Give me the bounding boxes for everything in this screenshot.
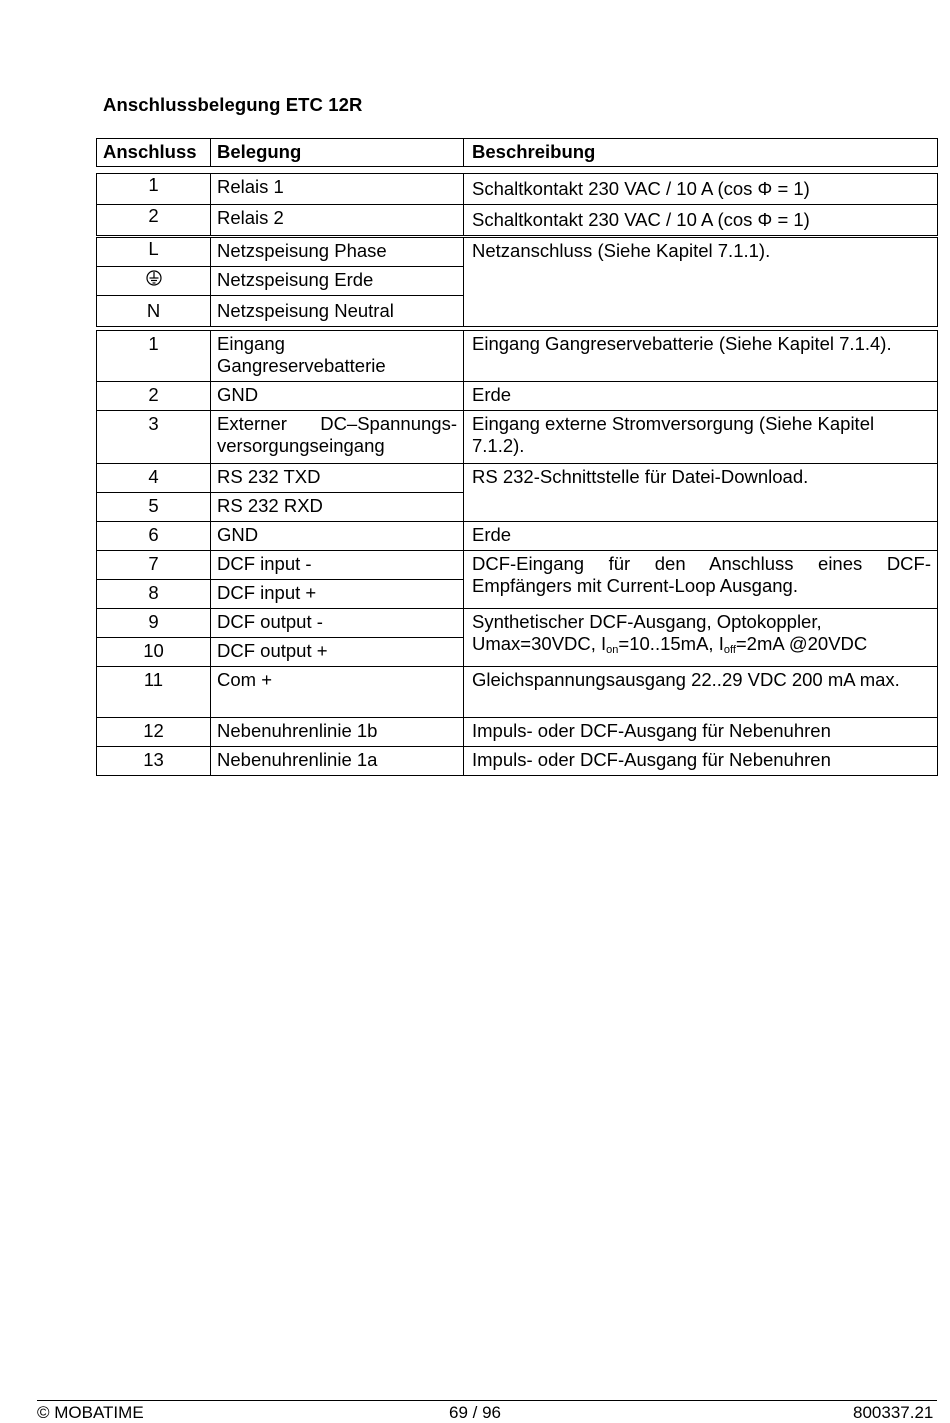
header-anschluss: Anschluss	[97, 139, 211, 167]
pin-cell: 1	[97, 174, 211, 205]
description-cell: Schaltkontakt 230 VAC / 10 A (cos Φ = 1)	[464, 205, 938, 236]
table-row	[97, 718, 938, 747]
function-cell: DCF input +	[211, 580, 464, 609]
pin-cell: 2	[97, 205, 211, 236]
pin-cell: 6	[97, 522, 211, 551]
function-cell: Eingang Gangreservebatterie	[211, 331, 464, 382]
description-cell	[464, 609, 938, 667]
table-row	[97, 238, 938, 267]
function-cell: Relais 2	[211, 205, 464, 236]
function-cell: Nebenuhrenlinie 1a	[211, 747, 464, 776]
function-cell: GND	[211, 382, 464, 411]
description-cell: Erde	[464, 382, 938, 411]
relais-table	[96, 173, 938, 236]
connection-table-header	[96, 138, 938, 167]
description-cell: Erde	[464, 522, 938, 551]
table-row	[97, 551, 938, 580]
function-cell: DCF input -	[211, 551, 464, 580]
pin-cell: 10	[97, 638, 211, 667]
description-line: Synthetischer DCF-Ausgang, Optokoppler,	[472, 611, 822, 632]
description-cell: Netzanschluss (Siehe Kapitel 7.1.1).	[464, 238, 938, 327]
function-cell: GND	[211, 522, 464, 551]
description-cell: Eingang Gangreservebatterie (Siehe Kapitel 7.1.4).	[464, 331, 938, 382]
pin-cell: 8	[97, 580, 211, 609]
function-cell: Externer DC–Spannungs-versorgungseingang	[211, 411, 464, 464]
table-row	[97, 382, 938, 411]
table-row	[97, 205, 938, 236]
description-cell: Schaltkontakt 230 VAC / 10 A (cos Φ = 1)	[464, 174, 938, 205]
pin-cell: N	[97, 296, 211, 327]
function-cell: RS 232 RXD	[211, 493, 464, 522]
pin-cell: 7	[97, 551, 211, 580]
pin-cell: 5	[97, 493, 211, 522]
pin-cell: 11	[97, 667, 211, 718]
function-cell: Nebenuhrenlinie 1b	[211, 718, 464, 747]
description-cell: Impuls- oder DCF-Ausgang für Nebenuhren	[464, 747, 938, 776]
function-cell: Relais 1	[211, 174, 464, 205]
table-row	[97, 464, 938, 493]
function-cell: Com +	[211, 667, 464, 718]
footer-document-number: 800337.21	[853, 1403, 934, 1422]
table-row	[97, 174, 938, 205]
footer-divider	[37, 1400, 937, 1401]
description-line: Umax=30VDC, $I_{on}=10..15mA$, $I_{off}=2mA$ @20VDC	[472, 633, 868, 656]
pin-cell: 12	[97, 718, 211, 747]
footer-page-number: 69 / 96	[449, 1403, 501, 1422]
function-cell: RS 232 TXD	[211, 464, 464, 493]
pin-cell: 2	[97, 382, 211, 411]
pin-cell: L	[97, 238, 211, 267]
table-row	[97, 747, 938, 776]
function-cell: Netzspeisung Phase	[211, 238, 464, 267]
table-row	[97, 609, 938, 638]
function-cell: Netzspeisung Erde	[211, 267, 464, 296]
description-cell: Gleichspannungsausgang 22..29 VDC 200 mA max.	[464, 667, 938, 718]
power-table	[96, 237, 938, 327]
header-beschreibung: Beschreibung	[464, 139, 938, 167]
description-cell: DCF-Eingang für den Anschluss eines DCF-Empfängers mit Current-Loop Ausgang.	[464, 551, 938, 609]
pin-cell: 4	[97, 464, 211, 493]
pin-cell: 1	[97, 331, 211, 382]
table-row	[97, 331, 938, 382]
table-row	[97, 667, 938, 718]
table-row	[97, 411, 938, 464]
io-table	[96, 330, 938, 776]
function-cell: DCF output +	[211, 638, 464, 667]
description-cell: Impuls- oder DCF-Ausgang für Nebenuhren	[464, 718, 938, 747]
description-cell: RS 232-Schnittstelle für Datei-Download.	[464, 464, 938, 522]
function-cell: Netzspeisung Neutral	[211, 296, 464, 327]
pin-cell: 3	[97, 411, 211, 464]
protective-earth-icon	[146, 270, 162, 286]
function-cell: DCF output -	[211, 609, 464, 638]
footer-copyright: © MOBATIME	[37, 1403, 144, 1422]
pin-cell: 13	[97, 747, 211, 776]
header-belegung: Belegung	[211, 139, 464, 167]
page-title: Anschlussbelegung ETC 12R	[103, 94, 363, 115]
description-cell: Eingang externe Stromversorgung (Siehe Kapitel 7.1.2).	[464, 411, 938, 464]
pin-cell	[97, 267, 211, 296]
table-row	[97, 522, 938, 551]
pin-cell: 9	[97, 609, 211, 638]
